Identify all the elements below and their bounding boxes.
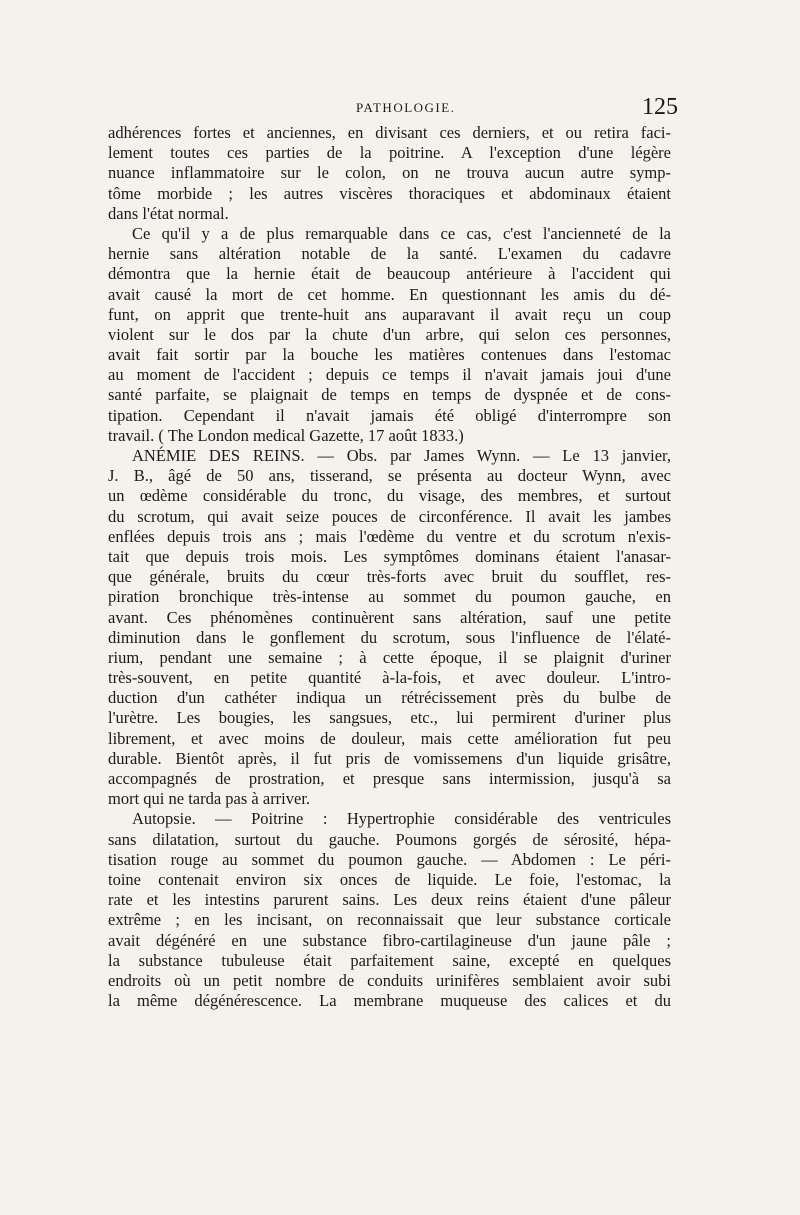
text-line: dans l'état normal. xyxy=(108,203,229,223)
text-line: nuance inflammatoire sur le colon, on ne trouva aucun autre symp- xyxy=(108,163,671,183)
text-line: tisation rouge au sommet du poumon gauche. — Abdomen : Le péri- xyxy=(108,849,671,869)
text-line: duction d'un cathéter indiqua un rétrécissement près du bulbe de xyxy=(108,688,671,708)
body-text xyxy=(108,123,671,1011)
page-header xyxy=(108,96,678,126)
text-line: lement toutes ces parties de la poitrine. A l'exception d'une légère xyxy=(108,143,671,163)
text-line: tait que depuis trois mois. Les symptômes dominans étaient l'anasar- xyxy=(108,546,671,566)
text-line: J. B., âgé de 50 ans, tisserand, se présenta au docteur Wynn, avec xyxy=(108,466,671,486)
text-line: endroits où un petit nombre de conduits urinifères semblaient avoir subi xyxy=(108,970,671,990)
text-line: rium, pendant une semaine ; à cette époque, il se plaignit d'uriner xyxy=(108,647,671,667)
text-line: du scrotum, qui avait seize pouces de circonférence. Il avait les jambes xyxy=(108,506,671,526)
text-line: avant. Ces phénomènes continuèrent sans altération, sauf une petite xyxy=(108,607,671,627)
text-line: rate et les intestins parurent sains. Les deux reins étaient d'une pâleur xyxy=(108,890,671,910)
text-line: librement, et avec moins de douleur, mais cette amélioration fut peu xyxy=(108,728,671,748)
text-line: violent sur le dos par la chute d'un arbre, qui selon ces personnes, xyxy=(108,324,671,344)
text-line: piration bronchique très-intense au sommet du poumon gauche, en xyxy=(108,587,671,607)
text-line: extrême ; en les incisant, on reconnaissait que leur substance corticale xyxy=(108,910,671,930)
text-line: sans dilatation, surtout du gauche. Poumons gorgés de sérosité, hépa- xyxy=(108,829,671,849)
text-line: santé parfaite, se plaignait de temps en temps de dyspnée et de cons- xyxy=(108,385,671,405)
text-line: avait dégénéré en une substance fibro-cartilagineuse d'un jaune pâle ; xyxy=(108,930,671,950)
text-line: adhérences fortes et anciennes, en divisant ces derniers, et ou retira faci- xyxy=(108,123,671,142)
text-line: démontra que la hernie était de beaucoup antérieure à l'accident qui xyxy=(108,264,671,284)
text-line: avait fait sortir par la bouche les matières contenues dans l'estomac xyxy=(108,345,671,365)
text-line: funt, on apprit que trente-huit ans auparavant il avait reçu un coup xyxy=(108,304,671,324)
text-line: diminution dans le gonflement du scrotum, sous l'influence de l'élaté- xyxy=(108,627,671,647)
text-line: très-souvent, en petite quantité à-la-fois, et avec douleur. L'intro- xyxy=(108,668,671,688)
text-line: l'urètre. Les bougies, les sangsues, etc., lui permirent d'uriner plus xyxy=(108,708,671,728)
text-line: accompagnés de prostration, et presque sans intermission, jusqu'à sa xyxy=(108,769,671,788)
text-line: enflées depuis trois ans ; mais l'œdème du ventre et du scrotum n'exis- xyxy=(108,526,671,546)
text-line: la substance tubuleuse était parfaitement saine, excepté en quelques xyxy=(108,950,671,970)
text-line: mort qui ne tarda pas à arriver. xyxy=(108,789,311,809)
page-number: 125 xyxy=(642,94,678,120)
text-line: avait causé la mort de cet homme. En questionnant les amis du dé- xyxy=(108,284,671,304)
text-line: travail. ( The London medical Gazette, 17 août 1833.) xyxy=(108,425,464,445)
text-line: que générale, bruits du cœur très-forts avec bruit du soufflet, res- xyxy=(108,567,671,587)
text-line: Ce qu'il y a de plus remarquable dans ce cas, c'est l'ancienneté de la xyxy=(132,223,671,243)
text-line: tôme morbide ; les autres viscères thoraciques et abdominaux étaient xyxy=(108,183,671,203)
text-line: un œdème considérable du tronc, du visage, des membres, et surtout xyxy=(108,486,671,506)
text-line: ANÉMIE DES REINS. — Obs. par James Wynn. — Le 13 janvier, xyxy=(132,446,671,465)
text-line: durable. Bientôt après, il fut pris de vomissemens d'un liquide grisâtre, xyxy=(108,748,671,768)
text-line: la même dégénérescence. La membrane muqueuse des calices et du xyxy=(108,991,671,1011)
text-line: au moment de l'accident ; depuis ce temps il n'avait jamais joui d'une xyxy=(108,365,671,385)
running-title: PATHOLOGIE. xyxy=(356,100,456,115)
text-line: Autopsie. — Poitrine : Hypertrophie considérable des ventricules xyxy=(132,809,671,829)
text-line: tipation. Cependant il n'avait jamais été obligé d'interrompre son xyxy=(108,405,671,425)
text-line: toine contenait environ six onces de liquide. Le foie, l'estomac, la xyxy=(108,869,671,889)
text-line: hernie sans altération notable de la santé. L'examen du cadavre xyxy=(108,244,671,264)
